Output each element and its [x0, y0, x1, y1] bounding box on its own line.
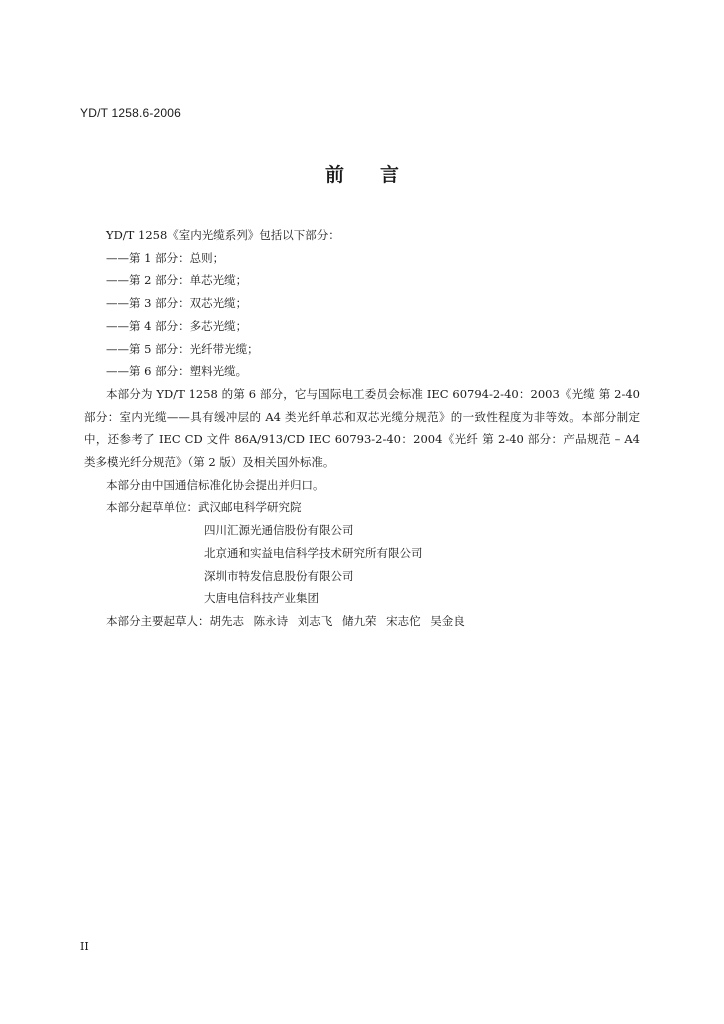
drafters-names: 胡先志 陈永诗 刘志飞 储九荣 宋志佗 吴金良	[209, 613, 465, 628]
foreword-body	[84, 224, 640, 633]
proposer-line: 本部分由中国通信标准化协会提出并归口。	[106, 477, 325, 492]
part-item-6: ——第 6 部分：塑料光缆。	[106, 364, 248, 379]
part-item-3: ——第 3 部分：双芯光缆；	[106, 296, 248, 311]
page-title: 前言	[324, 164, 435, 186]
part-item-2: ——第 2 部分：单芯光缆；	[106, 273, 248, 288]
drafting-unit-5: 大唐电信科技产业集团	[204, 591, 319, 606]
drafting-units-label: 本部分起草单位：	[106, 500, 198, 515]
standard-code: YD/T 1258.6-2006	[80, 106, 182, 120]
intro-line: YD/T 1258《室内光缆系列》包括以下部分：	[106, 228, 340, 242]
part-item-1: ——第 1 部分：总则；	[106, 250, 225, 265]
drafting-units-line	[84, 496, 640, 519]
drafters-line	[84, 610, 640, 633]
drafting-unit-2: 四川汇源光通信股份有限公司	[204, 523, 354, 538]
part-item-5: ——第 5 部分：光纤带光缆；	[106, 341, 259, 356]
part-item-4: ——第 4 部分：多芯光缆；	[106, 318, 248, 333]
drafters-label: 本部分主要起草人：	[106, 613, 210, 628]
page-number: II	[80, 940, 89, 953]
drafting-unit-4: 深圳市特发信息股份有限公司	[204, 568, 354, 583]
drafting-unit-3: 北京通和实益电信科学技术研究所有限公司	[204, 545, 423, 560]
drafting-unit-1: 武汉邮电科学研究院	[198, 500, 302, 515]
relation-paragraph: 本部分为 YD/T 1258 的第 6 部分，它与国际电工委员会标准 IEC 60794-2-40：2003《光缆 第 2-40 部分：室内光缆——具有缓冲层的 A4 类光纤单芯和双芯光缆分规范》的一致性程度为非等效。本部分制定中，还参考了 IEC CD 文件 86A/913/CD IEC 60793-2-40：2004《光纤 第 2-40 部分：产品规范 – A4 类多模光纤分规范》（第 2 版）及相关国外标准。	[84, 386, 640, 470]
